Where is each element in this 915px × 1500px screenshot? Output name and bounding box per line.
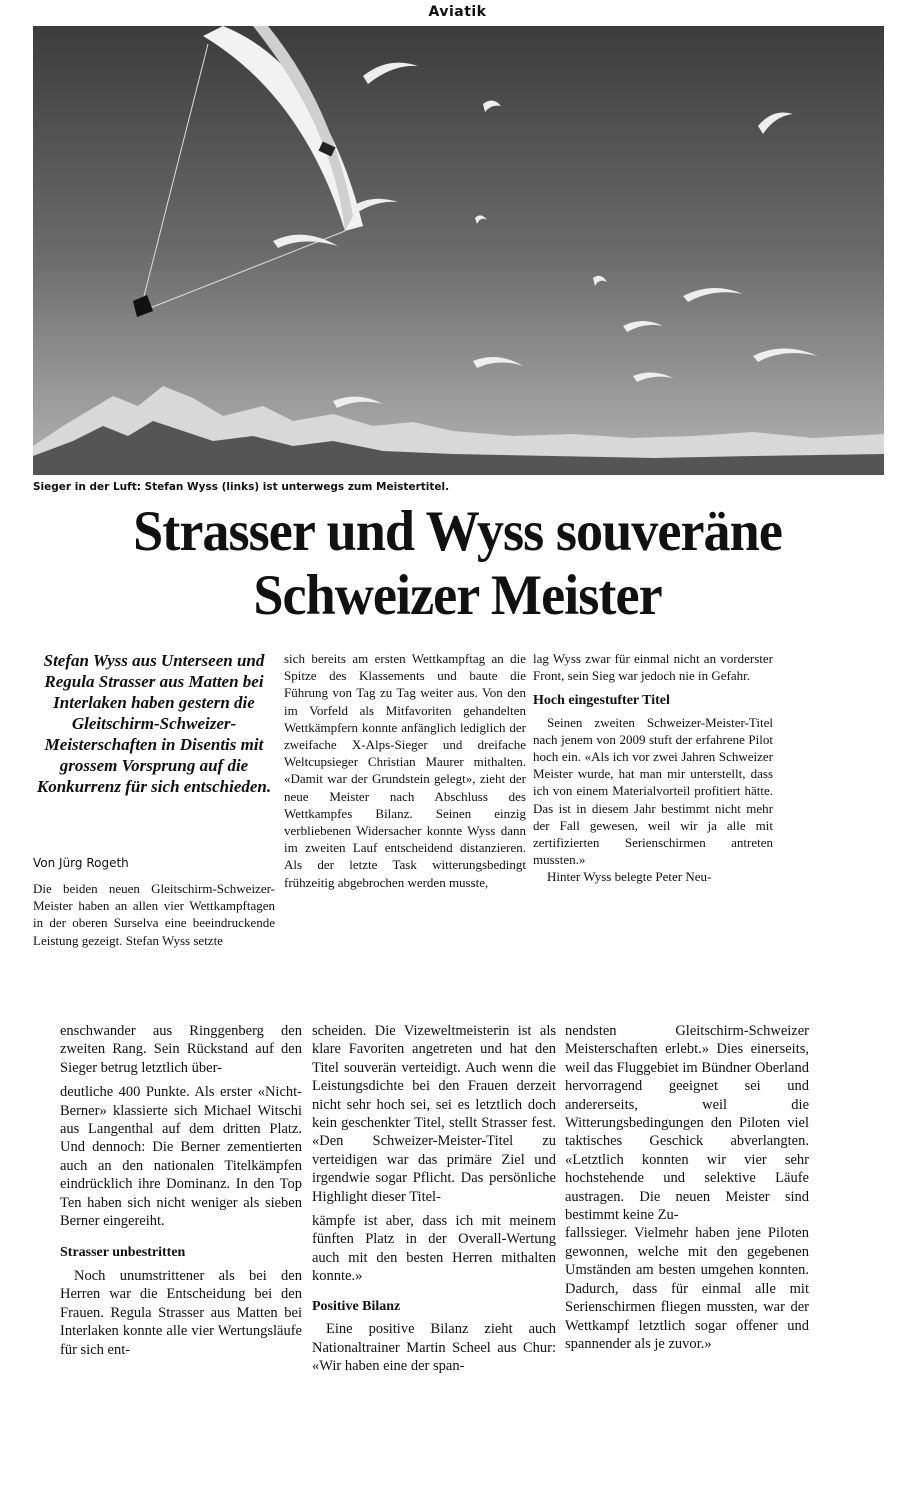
lead-paragraph: Stefan Wyss aus Unterseen und Regula Strasser aus Matten bei Interlaken haben gestern die Gleitschirm-Schweizer-Meisterschaften in Disentis mit grossem Vorsprung auf die Konkurrenz für sich entschieden. (36, 651, 272, 796)
paragraph: enschwander aus Ringgenberg den zweiten Rang. Sein Rückstand auf den Sieger betrug letztlich über- (60, 1023, 302, 1076)
lower-column-1 (60, 1022, 302, 1359)
lower-column-3 (565, 1022, 809, 1353)
paragraph: deutliche 400 Punkte. Als erster «Nicht-Berner» klassierte sich Michael Witschi aus Langenthal auf dem dritten Platz. Und dennoch: Die Berner zementierten auch an den nationalen Titelkämpfen eindrücklich ihre Dominanz. In den Top Ten haben sich nicht weniger als sieben Berner eingereiht. (60, 1084, 302, 1230)
paragraph: nendsten Gleitschirm-Schweizer Meisterschaften erlebt.» Dies einerseits, weil das Fluggebiet im Bündner Oberland hervorragend geeignet sei und andererseits, weil die Witterungsbedingungen den Piloten viel taktisches Geschick abverlangten. «Letztlich konnten wir vier sehr hochstehende und selektive Läufe austragen. Die neuen Meister sind bestimmt keine Zu- (565, 1023, 809, 1224)
paragliders-photo (33, 26, 884, 475)
headline-line-2: Schweizer Meister (253, 564, 662, 627)
section-label: Aviatik (428, 4, 487, 20)
paragraph: fallssieger. Vielmehr haben jene Piloten gewonnen, welche mit den gegebenen Umständen am besten umgehen konnten. Dadurch, dass für einmal alle mit Serienschirmen fliegen mussten, war der Wettkampf letztlich sogar offener und spannender als je zuvor.» (565, 1225, 809, 1352)
headline (23, 500, 892, 628)
subheading: Hoch eingestufter Titel (533, 693, 670, 709)
subheading: Positive Bilanz (312, 1298, 401, 1314)
paragraph: Hinter Wyss belegte Peter Neu- (547, 869, 712, 885)
paragraph: sich bereits am ersten Wettkampftag an die Spitze des Klassements und baute die Führung von Tag zu Tag weiter aus. Von den im Vorfeld als Mitfavoriten gehandelten Wettkämpfern konnte anfänglich lediglich der zweifache X-Alps-Sieger und dreifache Weltcupsieger Christian Maurer mithalten. «Damit war der Grundstein gelegt», zieht der neue Meister nach Abschluss des Wettkampfes Bilanz. Seinen einzig verbliebenen Widersacher konnte Wyss dann im zweiten Lauf entscheidend distanzieren. Als der letzte Task witterungsbedingt frühzeitig abgebrochen werden musste, (284, 651, 526, 890)
paragraph: Die beiden neuen Gleitschirm-Schweizer-Meister haben an allen vier Wettkampftagen in der oberen Surselva eine beeindruckende Leistung gezeigt. Stefan Wyss setzte (33, 881, 275, 948)
lower-column-2 (312, 1022, 556, 1375)
upper-column-1 (33, 880, 275, 949)
paragraph: scheiden. Die Vizeweltmeisterin ist als klare Favoriten angetreten und hat den Titel souverän verteidigt. Auch wenn die Leistungsdichte bei den Frauen derzeit nicht sehr hoch sei, sei es letztlich doch kein geschenkter Titel, stellt Strasser fest. «Den Schweizer-Meister-Titel zu verteidigen war das primäre Ziel und irgendwie sogar Pflicht. Das persönliche Highlight dieser Titel- (312, 1023, 556, 1205)
paragraph: Noch unumstrittener als bei den Herren war die Entscheidung bei den Frauen. Regula Strasser aus Matten bei Interlaken konnte alle vier Wertungsläufe für sich ent- (60, 1267, 302, 1358)
upper-column-2 (284, 650, 526, 891)
paragraph: lag Wyss zwar für einmal nicht an vorderster Front, sein Sieg war jedoch nie in Gefahr. (533, 651, 773, 684)
paragraph: kämpfe ist aber, dass ich mit meinem fünften Platz in der Overall-Wertung auch mit den besten Herren mithalten konnte.» (312, 1213, 556, 1285)
headline-line-1: Strasser und Wyss souveräne (133, 500, 782, 563)
paragraph: Eine positive Bilanz zieht auch Nationaltrainer Martin Scheel aus Chur: «Wir haben eine der span- (312, 1321, 556, 1374)
upper-column-3 (533, 650, 773, 886)
photo-caption: Sieger in der Luft: Stefan Wyss (links) ist unterwegs zum Meistertitel. (33, 481, 450, 493)
byline: Von Jürg Rogeth (33, 856, 129, 870)
subheading: Strasser unbestritten (60, 1245, 186, 1261)
paragraph: Seinen zweiten Schweizer-Meister-Titel nach jenem von 2009 stuft der erfahrene Pilot hoch ein. «Als ich vor zwei Jahren Schweizer Meister wurde, hat man mir unterstellt, dass ich von einem Materialvorteil profitiert hätte. Das ist in diesem Jahr bestimmt nicht mehr der Fall gewesen, weil wir ja alle mit zertifizierten Serienschirmen antreten mussten.» (533, 714, 773, 868)
